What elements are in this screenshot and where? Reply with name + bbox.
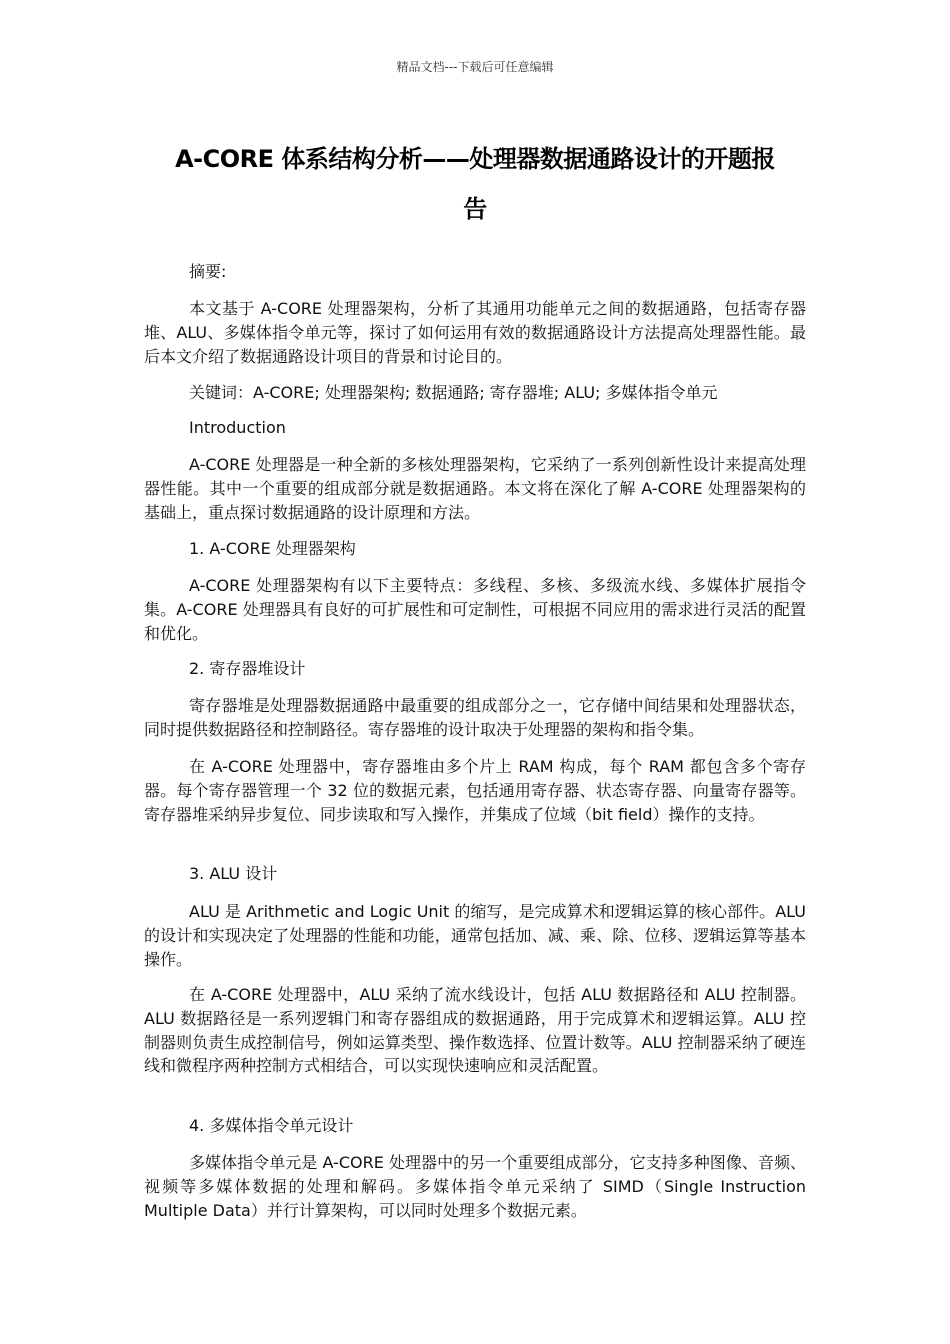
intro-heading: Introduction xyxy=(189,418,286,437)
section-4-heading-block xyxy=(144,1114,806,1138)
intro-block xyxy=(144,453,806,524)
section-2-paragraph-2: 在 A-CORE 处理器中，寄存器堆由多个片上 RAM 构成，每个 RAM 都包含多个寄存器。每个寄存器管理一个 32 位的数据元素，包括通用寄存器、状态寄存器、向量寄存器等。寄存器堆采纳异步复位、同步读取和写入操作，并集成了位域（bit field）操作的支持。 xyxy=(144,757,806,824)
section-3-paragraph-2: 在 A-CORE 处理器中，ALU 采纳了流水线设计，包括 ALU 数据路径和 ALU 控制器。ALU 数据路径是一系列逻辑门和寄存器组成的数据通路，用于完成算术和逻辑运算。ALU 控制器则负责生成控制信号，例如运算类型、操作数选择、位置计数等。ALU 控制器采纳了硬连线和微程序两种控制方式相结合，可以实现快速响应和灵活配置。 xyxy=(144,985,806,1076)
keywords-block xyxy=(144,381,806,405)
title-line-1: A-CORE 体系结构分析——处理器数据通路设计的开题报 xyxy=(175,145,775,173)
section-3-heading-block xyxy=(144,862,806,886)
section-2-paragraph-1: 寄存器堆是处理器数据通路中最重要的组成部分之一，它存储中间结果和处理器状态，同时提供数据路径和控制路径。寄存器堆的设计取决于处理器的架构和指令集。 xyxy=(144,696,806,739)
abstract-paragraph: 本文基于 A-CORE 处理器架构，分析了其通用功能单元之间的数据通路，包括寄存器堆、ALU、多媒体指令单元等，探讨了如何运用有效的数据通路设计方法提高处理器性能。最后本文介绍了数据通路设计项目的背景和讨论目的。 xyxy=(144,299,806,366)
section-1-paragraph: A-CORE 处理器架构有以下主要特点：多线程、多核、多级流水线、多媒体扩展指令集。A-CORE 处理器具有良好的可扩展性和可定制性，可根据不同应用的需求进行灵活的配置和优化。 xyxy=(144,576,806,643)
section-4-block xyxy=(144,1151,806,1222)
intro-paragraph: A-CORE 处理器是一种全新的多核处理器架构，它采纳了一系列创新性设计来提高处理器性能。其中一个重要的组成部分就是数据通路。本文将在深化了解 A-CORE 处理器架构的基础上，重点探讨数据通路的设计原理和方法。 xyxy=(144,455,806,522)
section-3-paragraph-1: ALU 是 Arithmetic and Logic Unit 的缩写，是完成算术和逻辑运算的核心部件。ALU 的设计和实现决定了处理器的性能和功能，通常包括加、减、乘、除、位移、逻辑运算等基本操作。 xyxy=(144,902,806,969)
abstract-label-block xyxy=(144,260,806,284)
section-3-heading: 3. ALU 设计 xyxy=(189,864,278,883)
section-2-block-2 xyxy=(144,755,806,826)
section-2-block-1 xyxy=(144,694,806,742)
abstract-label: 摘要: xyxy=(189,262,227,281)
section-2-heading-block xyxy=(144,657,806,681)
section-4-paragraph: 多媒体指令单元是 A-CORE 处理器中的另一个重要组成部分，它支持多种图像、音频、视频等多媒体数据的处理和解码。多媒体指令单元采纳了 SIMD（Single Instruction Multiple Data）并行计算架构，可以同时处理多个数据元素。 xyxy=(144,1153,806,1220)
section-1-heading-block xyxy=(144,537,806,561)
section-1-heading: 1. A-CORE 处理器架构 xyxy=(189,539,356,558)
section-3-block-2 xyxy=(144,983,806,1078)
section-4-heading: 4. 多媒体指令单元设计 xyxy=(189,1116,354,1135)
section-1-block xyxy=(144,574,806,645)
keywords-line: 关键词：A-CORE; 处理器架构; 数据通路; 寄存器堆; ALU; 多媒体指令单元 xyxy=(189,383,718,402)
intro-heading-block xyxy=(144,416,806,440)
title-line-2: 告 xyxy=(463,195,487,223)
section-3-block-1 xyxy=(144,900,806,971)
section-2-heading: 2. 寄存器堆设计 xyxy=(189,659,306,678)
abstract-block xyxy=(144,297,806,368)
header-note: 精品文档---下载后可任意编辑 xyxy=(396,60,554,74)
document-title xyxy=(140,134,810,234)
